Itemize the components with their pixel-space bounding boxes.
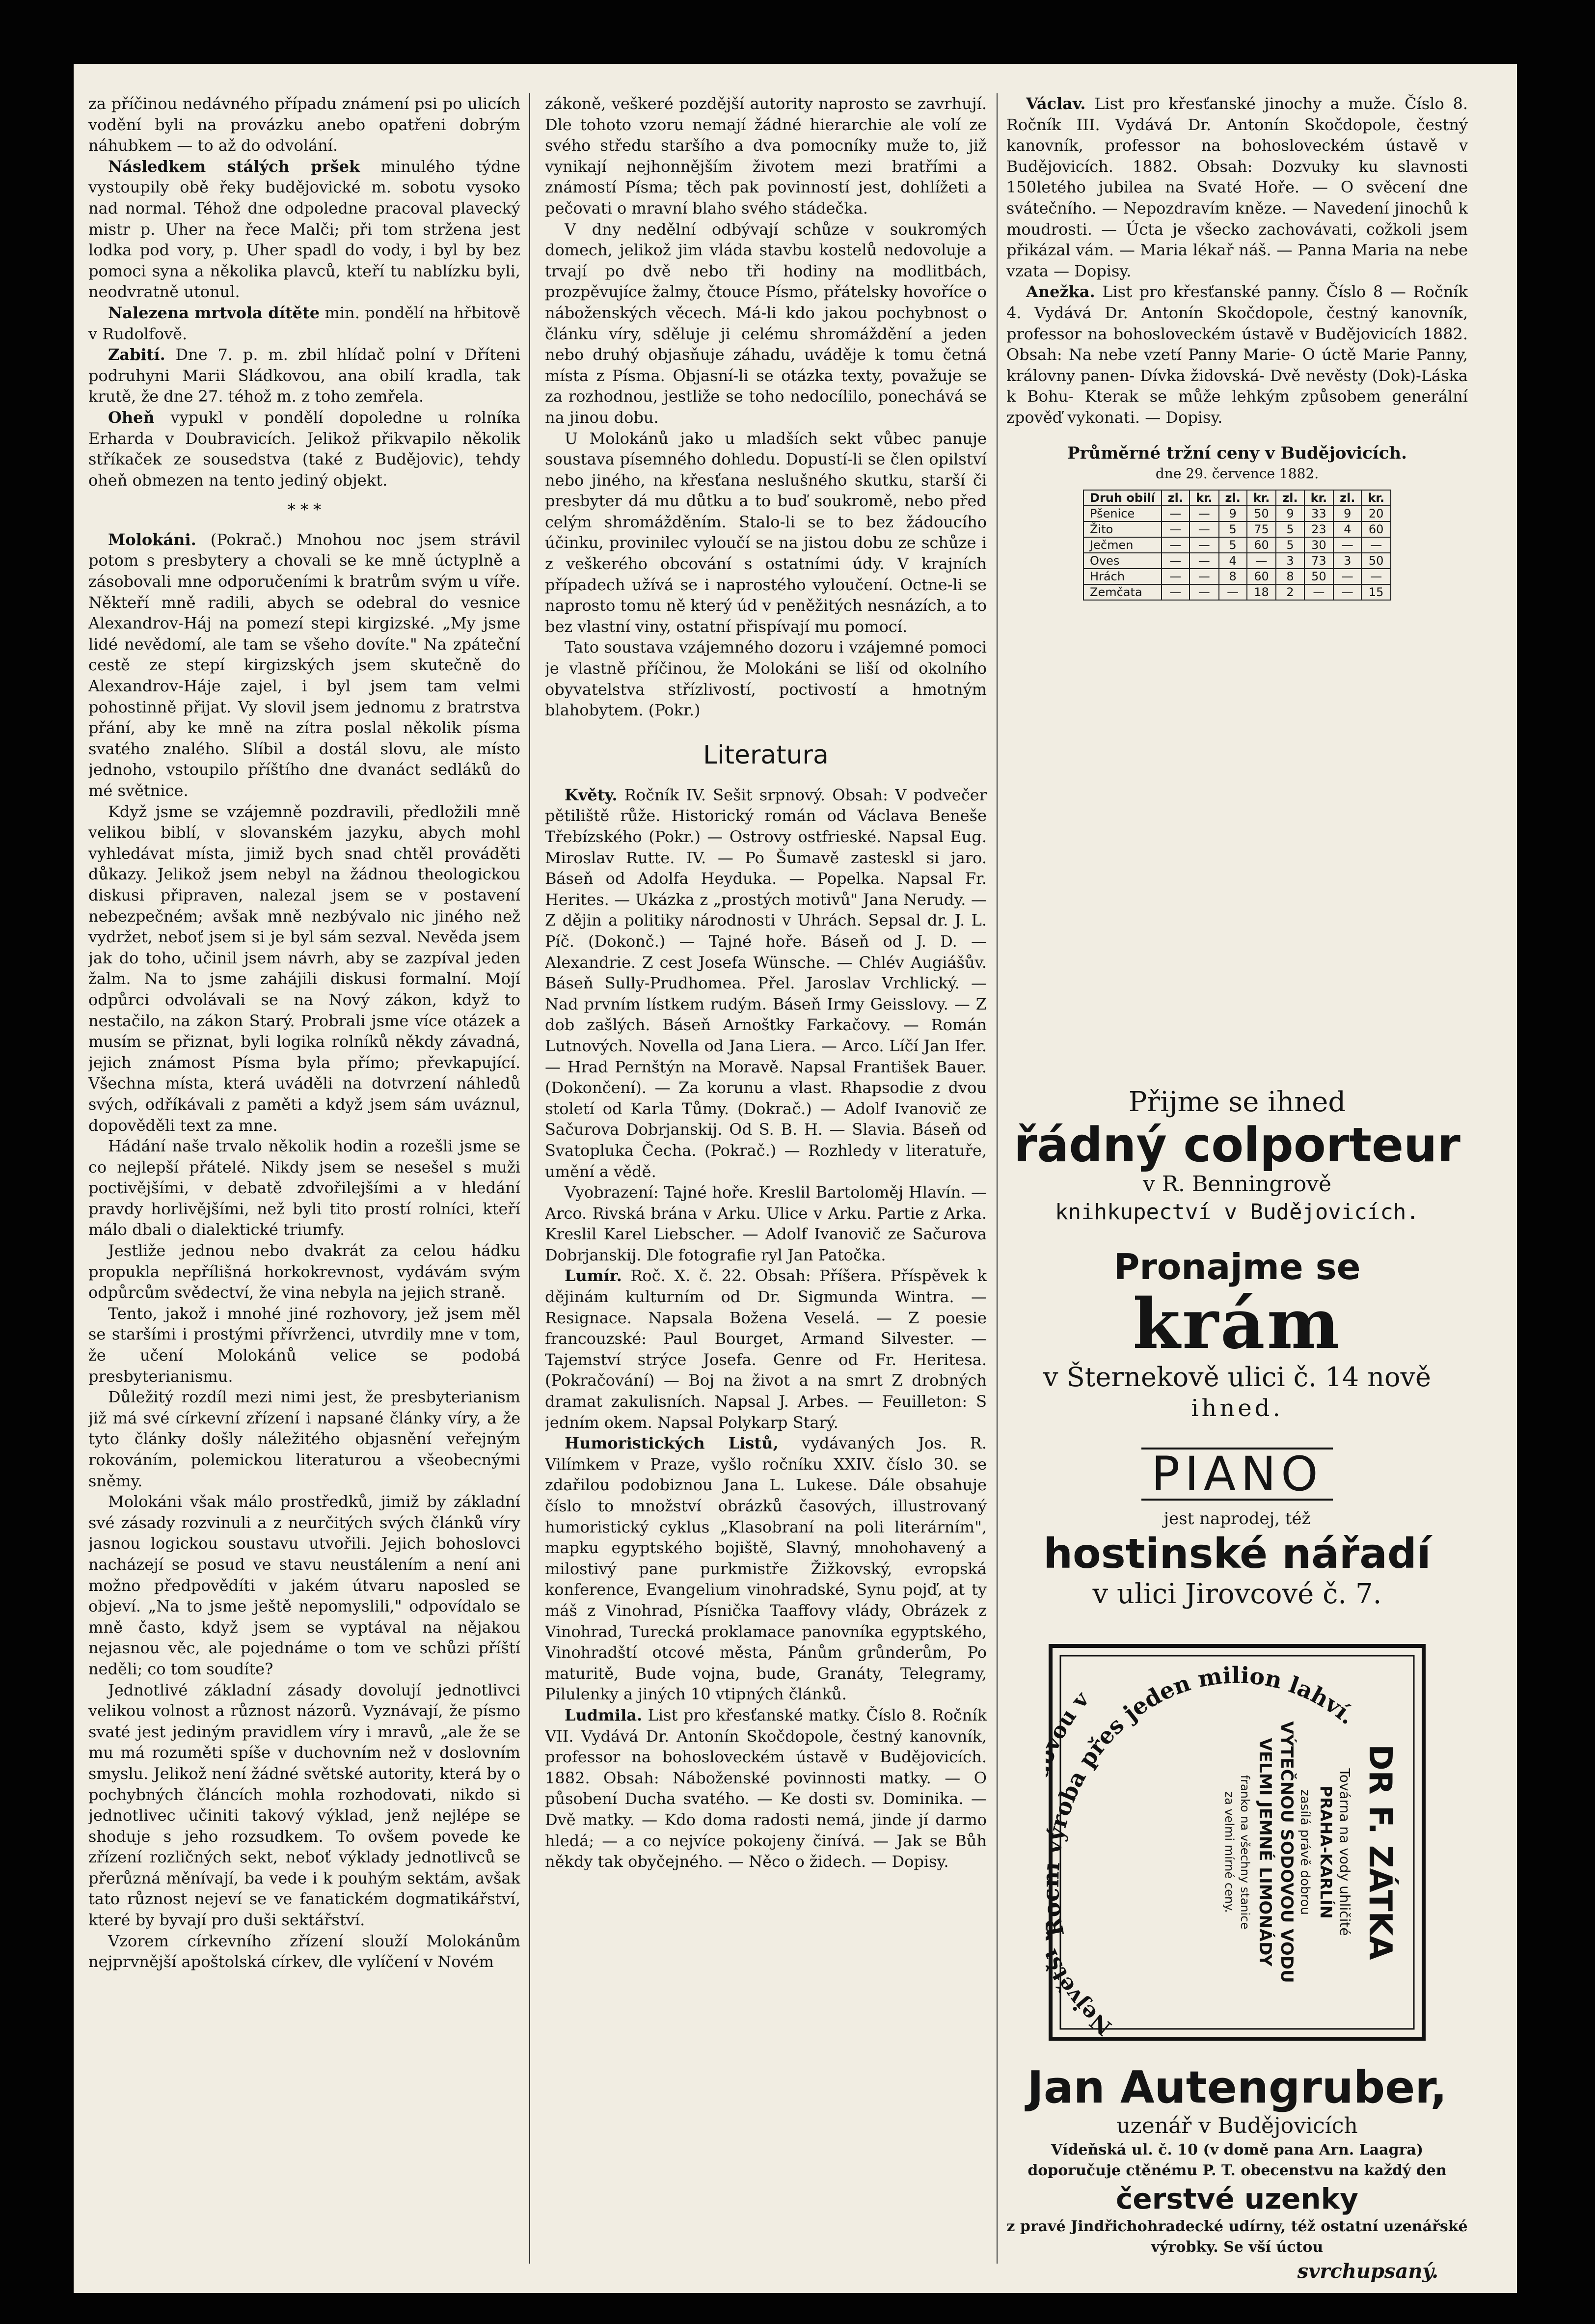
paragraph: Humoristických Listů, vydávaných Jos. R. Vilímkem v Praze, vyšlo ročníku XXIV. číslo 30. se zdařilou podobiznou Jana L. Lukese. Dále obsahuje číslo to množství obrázků časových, illustrovaný humoristický cyklus „Klasobraní na poli literárním", mapku egyptského bojiště, Slavný, mnohohavený a milostivý pane purkmistře Žižkovský, evropská konference, Evangelium vinohradské, Synu pojď, at ty máš z Vinohrad, Písnička Taaffovy vlády, Obrázek z Vinohrad, Turecká proklamace panovníka egyptského, Vinohradští otcové města, Pánům grůnderům, Po maturitě, Bude vojna, bude, Granáty, Telegramy, Pilulenky a jiných 10 vtipných článků. xyxy=(545,1434,987,1704)
table-cell: 5 xyxy=(1219,521,1247,537)
table-cell: 8 xyxy=(1219,569,1247,584)
table-row xyxy=(1083,537,1391,553)
ad-line: v Šternekově ulici č. 14 nově xyxy=(1043,1362,1431,1393)
paragraph: Molokáni. (Pokrač.) Mnohou noc jsem strávil potom s presbytery a chovali se ke mně úctyplně a zásobovali mne odporučeními k bratrům svým u víře. Někteří mně radili, abych se odebral do vesnice Alexandrov-Háj na pomezí stepi kirgizské. „My jsme lidé nevědomí, ale tam se všeho dovíte." Na zpáteční cestě ze stepí kirgizských jsem skutečně do Alexandrov-Háje zajel, i byl jsem tam velmi pohostinně přijat. Vy slovil jsem jednomu z bratrstva přání, aby ke mně na zítra poslal několik písma svatého znalého. Slíbil a dostál slovu, ale místo jednoho, vstoupilo příštího dne dvanáct sedláků do mé světnice. xyxy=(88,530,520,800)
ad-headline: krám xyxy=(1133,1284,1342,1365)
table-cell: — xyxy=(1361,537,1391,553)
table-cell: 60 xyxy=(1247,537,1276,553)
price-table-title: Průměrné tržní ceny v Budějovicích. xyxy=(1067,443,1407,463)
label-arc-left: Největ ou v xyxy=(1046,1687,1117,2040)
label-line: Továrna na vody uhličité xyxy=(1337,1768,1353,1936)
column-divider-2 xyxy=(997,93,998,2264)
ad-line: z pravé Jindřichohradecké udírny, též ostatní uzenářské výrobky. Se vší úctou xyxy=(1006,2218,1468,2256)
table-header-cell: zl. xyxy=(1219,490,1247,506)
paragraph: Vzorem církevního zřízení slouží Molokánům nejprvnější apoštolská církev, dle vylíčení v Novém xyxy=(88,1931,520,1971)
table-cell: 73 xyxy=(1304,553,1334,569)
label-brand: DR F. ZÁTKA xyxy=(1362,1744,1398,1960)
table-cell: — xyxy=(1333,584,1361,600)
ad-headline: hostinské nářadí xyxy=(1043,1530,1431,1578)
table-header-cell: zl. xyxy=(1162,490,1189,506)
paragraph: U Molokánů jako u mladších sekt vůbec panuje soustava písemného dohledu. Dopustí-li se člen opilství nebo jiného, na křesťana neslušného skutku, starší či presbyter dá mu důtku a to buď soukromě, nebo před celým shromážděním. Stalo-li se to bez žádoucího účinku, provinilec vyloučí se na jistou dobu ze schůze i z veškerého obcování s ostatními údy. V krajních případech užívá se i naprostého vyloučení. Octne-li se naprosto tomu ně který úd v peněžitých nesnázích, a to bez vlastní viny, ostatní přispívají mu pomocí. xyxy=(545,429,987,636)
ad-headline: řádný colporteur xyxy=(1014,1118,1460,1173)
label-line: PRAHA-KARLÍN xyxy=(1317,1785,1335,1919)
ad-autengruber xyxy=(1006,2063,1468,2285)
ad-signature: svrchupsaný. xyxy=(1297,2260,1438,2283)
paragraph: Oheň vypukl v pondělí dopoledne u rolníka Erharda v Doubravicích. Jelikož přikvapilo několik stříkaček ze sousedstva (také z Budějovic), tehdy oheň obmezen na tento jediný objekt. xyxy=(88,408,520,490)
ad-piano xyxy=(1006,1448,1468,1612)
ad-line: knihkupectví v Budějovicích. xyxy=(1055,1200,1419,1225)
table-cell: 4 xyxy=(1219,553,1247,569)
table-header-cell: kr. xyxy=(1304,490,1334,506)
table-cell: 15 xyxy=(1361,584,1391,600)
table-cell: Pšenice xyxy=(1083,506,1162,521)
table-header-cell: kr. xyxy=(1189,490,1219,506)
paragraph: Vyobrazení: Tajné hoře. Kreslil Bartoloměj Hlavín. — Arco. Rivská brána v Arku. Ulice v Arku. Partie z Arka. Kreslil Karel Liebscher. — Adolf Ivanovič ze Sačurova Dobrjanskij. Dle fotografie ryl Jan Patočka. xyxy=(545,1183,987,1264)
paragraph: za příčinou nedávného případu známení psi po ulicích vodění byli na provázku anebo opatřeni dobrým náhubkem — to až do odvolání. xyxy=(88,94,520,155)
table-cell: 75 xyxy=(1247,521,1276,537)
table-header-cell: kr. xyxy=(1361,490,1391,506)
section-stars: * * * xyxy=(287,500,322,519)
table-row xyxy=(1083,553,1391,569)
ad-line: Vídeňská ul. č. 10 (v domě pana Arn. Laagra) xyxy=(1051,2141,1424,2159)
table-header-cell: zl. xyxy=(1276,490,1304,506)
table-cell: 50 xyxy=(1304,569,1334,584)
table-cell: — xyxy=(1189,521,1219,537)
table-row xyxy=(1083,506,1391,521)
table-cell: — xyxy=(1162,553,1189,569)
paragraph: Tato soustava vzájemného dozoru i vzájemné pomoci je vlastně příčinou, že Molokáni se liší od okolního obyvatelstva střízlivostí, poctivostí a hmotným blahobytem. (Pokr.) xyxy=(545,638,987,720)
table-row xyxy=(1083,521,1391,537)
table-cell: 2 xyxy=(1276,584,1304,600)
table-cell: 9 xyxy=(1333,506,1361,521)
column-1 xyxy=(88,93,520,2264)
table-header-row xyxy=(1083,490,1391,506)
table-cell: 3 xyxy=(1276,553,1304,569)
table-cell: — xyxy=(1162,584,1189,600)
label-line: za velmi mírné ceny. xyxy=(1222,1791,1236,1913)
column-2 xyxy=(545,93,987,2269)
advertisements xyxy=(1006,1085,1468,2283)
table-cell: Ječmen xyxy=(1083,537,1162,553)
paragraph: Anežka. List pro křesťanské panny. Číslo 8 — Ročník 4. Vydává Dr. Antonín Skočdopole, čestný kanovník, professor na bohosloveckém ústavě v Budějovicích 1882. Obsah: Na nebe vzetí Panny Marie- O úctě Marie Panny, královny panen- Dívka židovská- Dvě nevěsty (Dok)-Láska k Bohu- Kterak se může lehkým způsobem generální zpověď vykonati. — Dopisy. xyxy=(1006,282,1468,427)
label-line: franko na všechny stanice xyxy=(1238,1775,1252,1930)
table-cell: Zemčata xyxy=(1083,584,1162,600)
table-cell: — xyxy=(1189,506,1219,521)
ad-headline: PIANO xyxy=(1141,1448,1332,1501)
table-header-cell: Druh obilí xyxy=(1083,490,1162,506)
paragraph: zákoně, veškeré pozdější autority naprosto se zavrhují. Dle tohoto vzoru nemají žádné hierarchie ale volí ze svého středu staršího a dva pomocníky muže to, již vynikají nejhonnějším životem mezi bratřími a známostí Písma; těch pak povinností jest, dohlížeti a pečovati o mravní blaho svého stádečka. xyxy=(545,94,987,218)
table-cell: 9 xyxy=(1219,506,1247,521)
paragraph: Nalezena mrtvola dítěte min. pondělí na hřbitově v Rudolfově. xyxy=(88,303,520,343)
table-cell: — xyxy=(1247,553,1276,569)
table-cell: 9 xyxy=(1276,506,1304,521)
table-cell: — xyxy=(1189,584,1219,600)
table-cell: 5 xyxy=(1219,537,1247,553)
paragraph: Důležitý rozdíl mezi nimi jest, že presbyterianism již má své církevní zřízení i napsané články víry, a že tyto články došly náležitého objasnění veřejným rokováním, polemickou literaturou a všeobecnými sněmy. xyxy=(88,1388,520,1490)
table-cell: 4 xyxy=(1333,521,1361,537)
table-cell: — xyxy=(1333,537,1361,553)
label-arc-top: roba přes jeden milion lahví. xyxy=(1046,1662,1361,1831)
table-cell: 23 xyxy=(1304,521,1334,537)
table-header-cell: zl. xyxy=(1333,490,1361,506)
table-cell: — xyxy=(1162,506,1189,521)
table-cell: 50 xyxy=(1247,506,1276,521)
paragraph: Tento, jakož i mnohé jiné rozhovory, jež jsem měl se staršími i prostými přívrženci, utvrdily mne v tom, že učení Molokánů velice se podobá presbyterianismu. xyxy=(88,1304,520,1386)
label-line: VÝTEČNOU SODOVOU VODU xyxy=(1277,1721,1297,1983)
paragraph: Hádání naše trvalo několik hodin a rozešli jsme se co nejlepší přátelé. Nikdy jsem se nesešel s muži poctivějšími, v debatě zdvořilejšími a v hledání pravdy horlivějšími, než byli tito prostí rolníci, kteří málo dbali o dialektické triumfy. xyxy=(88,1137,520,1239)
ad-zatka-bottle-label xyxy=(1046,1641,1429,2044)
table-cell: Oves xyxy=(1083,553,1162,569)
price-table xyxy=(1083,490,1391,601)
ad-line: v R. Benningrově xyxy=(1143,1172,1331,1197)
table-row xyxy=(1083,584,1391,600)
ad-line: v ulici Jirovcové č. 7. xyxy=(1092,1578,1382,1610)
table-cell: — xyxy=(1162,537,1189,553)
paragraph: Václav. List pro křesťanské jinochy a muže. Číslo 8. Ročník III. Vydává Dr. Antonín Skočdopole, čestný kanovník, professor na bohosloveckém ústavě v Budějovicích. 1882. Obsah: Dozvuky ku slavnosti 150letého jubilea na Svaté Hoře. — O svěcení dne svátečního. — Nepozdravím kněze. — Navedení jinochů k moudrosti. — Úcta je všecko zachovávati, cožkoli jsem přikázal vám. — Maria lékař náš. — Panna Maria na nebe vzata — Dopisy. xyxy=(1006,94,1468,280)
table-cell: — xyxy=(1189,553,1219,569)
table-cell: 5 xyxy=(1276,537,1304,553)
paragraph: Lumír. Roč. X. č. 22. Obsah: Příšera. Příspěvek k dějinám kulturním od Dr. Sigmunda Wintra. — Resignace. Napsala Božena Veselá. — Z poesie francouzské: Paul Bourget, Armand Silvester. — Tajemství strýce Josefa. Genre od Fr. Heritesa. (Pokračování) — Boj na život a na smrt Z drobných dramat zakulisních. Napsal J. Arbes. — Feuilleton: S jedním okem. Napsal Polykarp Starý. xyxy=(545,1266,987,1432)
table-cell: 20 xyxy=(1361,506,1391,521)
table-cell: 8 xyxy=(1276,569,1304,584)
table-cell: 50 xyxy=(1361,553,1391,569)
table-cell: — xyxy=(1189,537,1219,553)
paragraph: Následkem stálých pršek minulého týdne vystoupily obě řeky budějovické m. sobotu vysoko nad normal. Téhož dne odpoledne pracoval plavecký mistr p. Uher na řece Malči; při tom stržena jest lodka pod vory, p. Uher spadl do vody, i byl by bez pomoci syna a několika plavců, kteří tu nablízku byli, neodvratně utonul. xyxy=(88,157,520,301)
table-cell: — xyxy=(1361,569,1391,584)
table-cell: 18 xyxy=(1247,584,1276,600)
table-cell: 60 xyxy=(1361,521,1391,537)
table-cell: — xyxy=(1304,584,1334,600)
zatka-label-graphic xyxy=(1046,1641,1429,2044)
paragraph: Když jsme se vzájemně pozdravili, předložili mně velikou biblí, v slovanském jazyku, abych mohl vyhledávat místa, jimiž bych snad chtěl prováděti důkazy. Jelikož jsem nebyl na žádnou theologickou diskusi připraven, nalezal jsem se v postavení nebezpečném; avšak mně nezbývalo nic jiného než vydržet, neboť jsem si je byl sám sezval. Nevěda jsem jak do toho, učinil jsem návrh, aby se zazpíval jeden žalm. Na to jsme zahájili diskusi formalní. Mojí odpůrci odvolávali se na Nový zákon, když to nestačilo, na zákon Starý. Probrali jsme více otázek a musím se přiznat, byli logika rolníků někdy závadná, jejich známost Písma byla přímo; převkapující. Všechna místa, která uváděli na dotvrzení náhledů svých, odříkávali z paměti a když jsem sám uváznul, dopověděli text za mne. xyxy=(88,802,520,1135)
paragraph: Molokáni však málo prostředků, jimiž by základní své zásady rozvinuli a z neurčitých svých článků víry jasnou logickou soustavu utvořili. Jejich bohoslovci nacházejí se posud ve stavu neustálením a není ani možno předpovědíti v jakém útvaru naposled se objeví. „Na to jsme ještě nepomyslili," odpovídalo se mně často, když jsem se vyptával na nějakou nejasnou věc, ale pojednáme o tom ve schůzi příští neděli; co tom soudíte? xyxy=(88,1492,520,1678)
table-cell: 3 xyxy=(1333,553,1361,569)
ad-colporteur xyxy=(1006,1085,1468,1227)
ad-kram xyxy=(1006,1246,1468,1423)
table-cell: — xyxy=(1162,569,1189,584)
ad-headline: čerstvé uzenky xyxy=(1116,2182,1358,2215)
table-cell: — xyxy=(1333,569,1361,584)
table-cell: 33 xyxy=(1304,506,1334,521)
paragraph: V dny nedělní odbývají schůze v soukromých domech, jelikož jim vláda stavbu kostelů nedovoluje a trvají po dvě nebo tři hodiny na modlitbách, prozpěvujíce žalmy, čtouce Písmo, přátelsky hovoříce o náboženských věcech. Má-li kdo jakou pochybnost o článku víry, sděluje ji celému shromáždění a jeden nebo druhý objasňuje záhadu, uváděje k tomu četná místa z Písma. Objasní-li se otázka texty, považuje se za rozhodnou, jestliže se toho nedocílilo, ponechává se na jinou dobu. xyxy=(545,219,987,427)
paragraph: Jednotlivé základní zásady dovolují jednotlivci velikou volnost a různost názorů. Vyznávají, že písmo svaté jest jediným pravidlem víry i mravů, „ale že se mu má rozuměti spíše v duchovním než v doslovním smyslu. Jelikož není žádné světské autority, která by o pochybných článcích mohla rozhodovati, nikdo si jednotlivec učiniti takový výklad, jenž nejlépe se shoduje s jeho rozsudkem. To ovšem povede ke zřízení rozličných sekt, neboť výklady jednotlivců se přerůzná měnívají, ba vede i k pouhým sektám, avšak tato různost nejeví se ve fanatickém dogmatikářství, které by byvají pro duši sektářství. xyxy=(88,1680,520,1930)
ad-headline: Jan Autengruber, xyxy=(1027,2062,1447,2113)
ad-headline: Pronajme se xyxy=(1113,1246,1361,1287)
paragraph: Ludmila. List pro křesťanské matky. Číslo 8. Ročník VII. Vydává Dr. Antonín Skočdopole, čestný kanovník, professor na bohosloveckém ústavě v Budějovicích. 1882. Obsah: Náboženské povinnosti matky. — O působení Ducha svatého. — Ke dosti sv. Dominika. — Dvě matky. — Kdo doma radosti nemá, jinde jí darmo hledá; — a co nejvíce pokojeny činívá. — Jak se Bůh někdy tak obyčejného. — Něco o židech. — Dopisy. xyxy=(545,1705,987,1871)
literatura-heading: Literatura xyxy=(703,740,829,770)
ad-line: ihned. xyxy=(1191,1394,1283,1422)
table-cell: 30 xyxy=(1304,537,1334,553)
label-line: VELMI JEMNÉ LIMONÁDY xyxy=(1255,1738,1275,1967)
ad-line: doporučuje ctěnému P. T. obecenstvu na každý den xyxy=(1027,2162,1447,2179)
newspaper-page xyxy=(74,64,1517,2293)
table-cell: Žito xyxy=(1083,521,1162,537)
table-row xyxy=(1083,569,1391,584)
paragraph: Květy. Ročník IV. Sešit srpnový. Obsah: V podvečer pětiliště růže. Historický román od Václava Beneše Třebízského (Pokr.) — Ostrovy ostfrieské. Napsal Eug. Miroslav Rutte. IV. — Po Šumavě zasteskl si jaro. Báseň od Adolfa Heyduka. — Popelka. Napsal Fr. Herites. — Ukázka z „prostých motivů" Jana Nerudy. — Z dějin a politiky národnosti v Uhrách. Sepsal dr. J. L. Píč. (Dokonč.) — Tajné hoře. Báseň od J. D. — Alexandrie. Z cest Josefa Wünsche. — Chlév Augiášův. Báseň Sully-Prudhomea. Přel. Jaroslav Vrchlický. — Nad prvním lístkem rudým. Báseň Irmy Geisslovy. — Z dob zašlých. Báseň Arnoštky Farkačovy. — Román Lutnových. Novella od Jana Liera. — Arco. Líčí Jan Ifer. — Hrad Pernštýn na Moravě. Napsal František Bauer. (Dokončení). — Za korunu a vlast. Rhapsodie z dvou století od Karla Tůmy. (Dokrač.) — Adolf Ivanovič ze Sačurova Dobrjanskij. Od S. B. H. — Slavia. Báseň od Svatopluka Čecha. (Pokrač.) — Rozhledy v literatuře, umění a vědě. xyxy=(545,785,987,1181)
table-cell: — xyxy=(1189,569,1219,584)
table-cell: — xyxy=(1162,521,1189,537)
paragraph: Jestliže jednou nebo dvakrát za celou hádku propukla nepřílišná horkokrevnost, vydávám svým odpůrcům svědectví, že vina nebyla na jejich straně. xyxy=(88,1241,520,1302)
column-divider-1 xyxy=(529,93,530,2264)
ad-line: jest naprodej, též xyxy=(1163,1509,1311,1529)
ad-line: uzenář v Budějovicích xyxy=(1116,2113,1358,2138)
ad-line: Přijme se ihned xyxy=(1128,1086,1346,1118)
table-cell: Hrách xyxy=(1083,569,1162,584)
table-cell: 5 xyxy=(1276,521,1304,537)
column-3 xyxy=(1006,93,1468,1046)
price-table-date: dne 29. července 1882. xyxy=(1155,465,1319,482)
table-cell: 60 xyxy=(1247,569,1276,584)
table-cell: — xyxy=(1219,584,1247,600)
label-line: zasílá právě dobrou xyxy=(1298,1789,1312,1915)
table-header-cell: kr. xyxy=(1247,490,1276,506)
paragraph: Zabití. Dne 7. p. m. zbil hlídač polní v Dříteni podruhyni Marii Sládkovou, ana obilí kradla, tak krutě, že dne 27. téhož m. z toho zemřela. xyxy=(88,345,520,406)
